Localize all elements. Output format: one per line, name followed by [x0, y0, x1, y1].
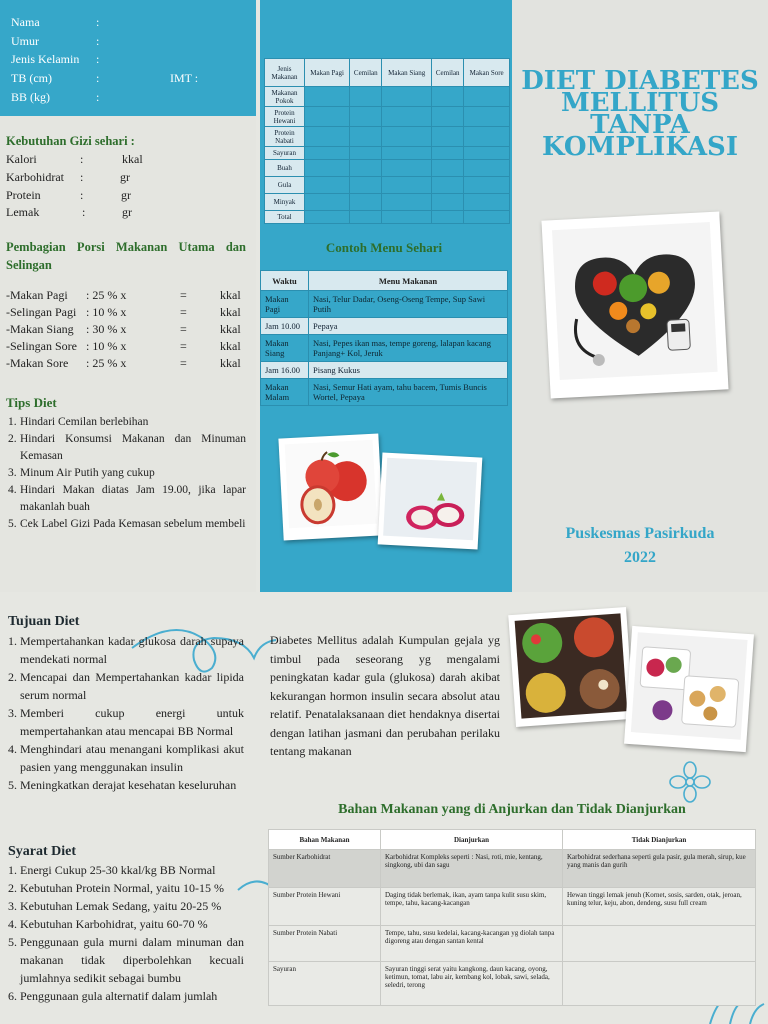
porsi-label: -Makan Sore	[6, 356, 69, 370]
syarat-item	[8, 897, 244, 915]
schedule-cell[interactable]	[382, 160, 432, 177]
menu-title: Contoh Menu Sehari	[325, 240, 443, 255]
schedule-cell[interactable]	[432, 87, 464, 107]
syarat-title: Syarat Diet	[8, 844, 77, 859]
menu-waktu: Jam 16.00	[261, 362, 309, 379]
bahan-table	[268, 829, 756, 1006]
schedule-cell[interactable]	[382, 147, 432, 160]
porsi-eq: =	[180, 305, 187, 319]
bahan-row	[269, 962, 756, 1006]
bahan-header: Tidak Dianjurkan	[563, 830, 756, 850]
schedule-row	[265, 127, 510, 147]
syarat-num: 3.	[8, 899, 17, 913]
porsi-unit: kkal	[220, 339, 241, 353]
syarat-num: 2.	[8, 881, 17, 895]
tips-item	[8, 431, 246, 465]
schedule-cell[interactable]	[305, 147, 350, 160]
kebutuhan-label: Karbohidrat	[6, 170, 64, 184]
healthy-food-icon	[552, 222, 718, 380]
schedule-cell[interactable]	[464, 107, 510, 127]
bahan-row	[269, 850, 756, 888]
schedule-cell[interactable]	[350, 87, 382, 107]
tujuan-num: 1.	[8, 634, 17, 648]
porsi-unit: kkal	[220, 305, 241, 319]
tujuan-list	[8, 632, 244, 794]
porsi-unit: kkal	[220, 288, 241, 302]
schedule-cell[interactable]	[464, 127, 510, 147]
bahan-label: Sumber Karbohidrat	[269, 850, 381, 888]
tujuan-text: Menghindari atau menangani komplikasi akut pasien yang menggunakan insulin	[20, 742, 244, 774]
schedule-row	[265, 107, 510, 127]
tujuan-text: Mencapai dan Mempertahankan kadar lipida serum normal	[20, 670, 244, 702]
schedule-row	[265, 147, 510, 160]
schedule-cell[interactable]	[382, 127, 432, 147]
schedule-header-row	[265, 59, 510, 87]
schedule-row-label: Total	[265, 211, 305, 224]
tips-item	[8, 516, 246, 533]
menu-header: Waktu	[261, 271, 309, 291]
tips-num: 2.	[8, 433, 17, 445]
syarat-item	[8, 879, 244, 897]
bahan-label: Sumber Protein Nabati	[269, 926, 381, 962]
salad-icon	[515, 613, 628, 718]
menu-text: Nasi, Pepes ikan mas, tempe goreng, lalapan kacang Panjang+ Kol, Jeruk	[309, 335, 508, 362]
porsi-unit: kkal	[220, 322, 241, 336]
schedule-header: Makan Siang	[382, 59, 432, 87]
salad-image	[515, 613, 628, 718]
bahan-label: Sumber Protein Hewani	[269, 888, 381, 926]
dragonfruit-icon	[383, 458, 477, 541]
schedule-row-label: Protein Hewani	[265, 107, 305, 127]
schedule-cell[interactable]	[305, 127, 350, 147]
pembagian-title	[6, 238, 246, 274]
kebutuhan-colon: :	[82, 205, 86, 219]
menu-row	[261, 291, 508, 318]
jenis-kelamin-colon: :	[96, 52, 100, 66]
menu-text: Nasi, Telur Dadar, Oseng-Oseng Tempe, Sup Sawi Putih	[309, 291, 508, 318]
menu-waktu: Makan Pagi	[261, 291, 309, 318]
menu-header-row	[261, 271, 508, 291]
umur-label: Umur	[11, 34, 39, 48]
tujuan-num: 3.	[8, 706, 17, 720]
tb-label: TB (cm)	[11, 71, 52, 85]
porsi-unit: kkal	[220, 356, 241, 370]
bahan-dianjurkan: Karbohidrat Kompleks seperti : Nasi, roti, mie, kentang, singkong, ubi dan sagu	[381, 850, 563, 888]
menu-table	[260, 270, 508, 406]
schedule-header: Cemilan	[432, 59, 464, 87]
cover-title-line: MELLITUS	[560, 88, 720, 118]
schedule-row	[265, 177, 510, 194]
cover-title-line: TANPA	[590, 110, 690, 140]
schedule-cell[interactable]	[432, 194, 464, 211]
bahan-row	[269, 888, 756, 926]
apple-image	[285, 440, 377, 528]
menu-waktu: Makan Siang	[261, 335, 309, 362]
kebutuhan-unit: gr	[120, 170, 130, 184]
porsi-eq: =	[180, 339, 187, 353]
tujuan-num: 5.	[8, 778, 17, 792]
porsi-label: -Selingan Pagi	[6, 305, 77, 319]
schedule-cell[interactable]	[432, 160, 464, 177]
schedule-cell[interactable]	[432, 107, 464, 127]
bahan-dianjurkan: Daging tidak berlemak, ikan, ayam tanpa kulit susu skim, tempe, tahu, kacang-kacangan	[381, 888, 563, 926]
tips-item	[8, 482, 246, 516]
schedule-header: Jenis Makanan	[265, 59, 305, 87]
tips-text: Hindari Konsumsi Makanan dan Minuman Kemasan	[20, 433, 246, 462]
dragonfruit-photo	[378, 452, 483, 549]
tujuan-item	[8, 668, 244, 704]
tb-colon: :	[96, 71, 100, 85]
schedule-cell[interactable]	[350, 160, 382, 177]
porsi-eq: =	[180, 322, 187, 336]
schedule-row-label: Minyak	[265, 194, 305, 211]
syarat-list	[8, 861, 244, 1005]
bahan-tidak-dianjurkan	[563, 962, 756, 1006]
porsi-eq: =	[180, 288, 187, 302]
porsi-pct: : 30 % x	[86, 322, 127, 336]
schedule-row-label: Makanan Pokok	[265, 87, 305, 107]
schedule-cell[interactable]	[382, 107, 432, 127]
schedule-cell[interactable]	[350, 107, 382, 127]
schedule-row-label: Buah	[265, 160, 305, 177]
syarat-text: Energi Cukup 25-30 kkal/kg BB Normal	[20, 863, 216, 877]
schedule-cell[interactable]	[305, 194, 350, 211]
schedule-cell[interactable]	[432, 211, 464, 224]
schedule-cell[interactable]	[350, 194, 382, 211]
tujuan-item	[8, 704, 244, 740]
schedule-cell[interactable]	[305, 107, 350, 127]
schedule-cell[interactable]	[305, 160, 350, 177]
nama-label: Nama	[11, 15, 40, 29]
cover-title	[512, 66, 768, 162]
tujuan-item	[8, 776, 244, 794]
tips-num: 1.	[8, 416, 17, 428]
syarat-item	[8, 933, 244, 987]
kebutuhan-unit: kkal	[122, 152, 143, 166]
schedule-cell[interactable]	[350, 211, 382, 224]
menu-row	[261, 379, 508, 406]
umur-colon: :	[96, 34, 100, 48]
dragonfruit-image	[383, 458, 477, 541]
schedule-cell[interactable]	[464, 87, 510, 107]
cover-image	[552, 222, 718, 380]
bb-label: BB (kg)	[11, 90, 50, 104]
lunchbox-photo	[624, 626, 754, 752]
bahan-tidak-dianjurkan	[563, 926, 756, 962]
bahan-dianjurkan: Sayuran tinggi serat yaitu kangkong, daun kacang, oyong, ketimun, tomat, labu air, kembang kol, lobak, sawi, selada, seledri, terong	[381, 962, 563, 1006]
schedule-row	[265, 211, 510, 224]
bahan-header: Bahan Makanan	[269, 830, 381, 850]
bahan-row	[269, 926, 756, 962]
kebutuhan-colon: :	[80, 188, 84, 202]
schedule-row	[265, 194, 510, 211]
porsi-eq: =	[180, 356, 187, 370]
porsi-label: -Makan Siang	[6, 322, 74, 336]
tips-list	[8, 414, 246, 533]
tujuan-text: Memberi cukup energi untuk mempertahankan atau mencapai BB Normal	[20, 706, 244, 738]
cover-title-line: KOMPLIKASI	[542, 132, 738, 162]
tujuan-item	[8, 740, 244, 776]
schedule-cell[interactable]	[464, 177, 510, 194]
tips-title: Tips Diet	[6, 395, 57, 410]
schedule-row-label: Protein Nabati	[265, 127, 305, 147]
syarat-num: 5.	[8, 935, 17, 949]
cover-title-line: DIET DIABETES	[521, 66, 759, 96]
menu-text: Nasi, Semur Hati ayam, tahu bacem, Tumis Buncis Wortel, Pepaya	[309, 379, 508, 406]
schedule-row-label: Sayuran	[265, 147, 305, 160]
schedule-row-label: Gula	[265, 177, 305, 194]
menu-text: Pepaya	[309, 318, 508, 335]
bahan-tidak-dianjurkan: Hewan tinggi lemak jenuh (Kornet, sosis, sarden, otak, jeroan, kuning telur, keju, abon, dendeng, susu full cream	[563, 888, 756, 926]
schedule-cell[interactable]	[464, 211, 510, 224]
schedule-cell[interactable]	[382, 87, 432, 107]
schedule-cell[interactable]	[432, 147, 464, 160]
syarat-num: 4.	[8, 917, 17, 931]
bahan-header: Dianjurkan	[381, 830, 563, 850]
tujuan-text: Meningkatkan derajat kesehatan keseluruhan	[20, 778, 237, 792]
schedule-cell[interactable]	[350, 147, 382, 160]
kebutuhan-colon: :	[80, 152, 84, 166]
nama-colon: :	[96, 15, 100, 29]
syarat-item	[8, 987, 244, 1005]
tujuan-text: Mempertahankan kadar glukosa darah supaya mendekati normal	[20, 634, 244, 666]
schedule-header: Cemilan	[350, 59, 382, 87]
syarat-item	[8, 915, 244, 933]
syarat-num: 1.	[8, 863, 17, 877]
bb-colon: :	[96, 90, 100, 104]
pembagian-title-text: Pembagian Porsi Makanan Utama dan Selingan	[6, 240, 246, 272]
intro-paragraph: Diabetes Mellitus adalah Kumpulan gejala yg timbul pada seseorang yg mengalami peningkatan kadar gula (glukosa) darah akibat kekurangan hormon insulin secara absolut atau relatif. Penatalaksanaan diet hendaknya disertai dengan latihan jasmani dan perubahan perilaku tentang makanan	[270, 633, 500, 758]
schedule-cell[interactable]	[432, 127, 464, 147]
tujuan-title: Tujuan Diet	[8, 614, 80, 629]
schedule-cell[interactable]	[382, 194, 432, 211]
syarat-item	[8, 861, 244, 879]
lunchbox-icon	[631, 632, 748, 739]
salad-photo	[508, 607, 634, 727]
syarat-text: Kebutuhan Lemak Sedang, yaitu 20-25 %	[20, 899, 222, 913]
menu-waktu: Jam 10.00	[261, 318, 309, 335]
tips-text: Hindari Cemilan berlebihan	[20, 416, 149, 428]
schedule-cell[interactable]	[305, 211, 350, 224]
imt-label: IMT :	[170, 71, 199, 85]
tips-num: 3.	[8, 467, 17, 479]
kebutuhan-title: Kebutuhan Gizi sehari :	[6, 134, 135, 148]
schedule-header: Makan Pagi	[305, 59, 350, 87]
kebutuhan-unit: gr	[121, 188, 131, 202]
apple-photo	[278, 433, 383, 540]
schedule-cell[interactable]	[464, 147, 510, 160]
kebutuhan-colon: :	[80, 170, 84, 184]
schedule-row	[265, 87, 510, 107]
tujuan-num: 2.	[8, 670, 17, 684]
year-label: 2022	[624, 549, 656, 566]
bahan-label: Sayuran	[269, 962, 381, 1006]
syarat-text: Penggunaan gula alternatif dalam jumlah	[20, 989, 218, 1003]
tips-item	[8, 465, 246, 482]
syarat-text: Kebutuhan Protein Normal, yaitu 10-15 %	[20, 881, 224, 895]
schedule-header: Makan Sore	[464, 59, 510, 87]
jenis-kelamin-label: Jenis Kelamin	[11, 52, 80, 66]
apple-icon	[285, 440, 377, 528]
menu-row	[261, 318, 508, 335]
schedule-cell[interactable]	[382, 177, 432, 194]
bahan-dianjurkan: Tempe, tahu, susu kedelai, kacang-kacangan yg diolah tanpa digoreng atau dengan santan kental	[381, 926, 563, 962]
schedule-cell[interactable]	[305, 87, 350, 107]
tips-num: 5.	[8, 518, 17, 530]
syarat-text: Kebutuhan Karbohidrat, yaitu 60-70 %	[20, 917, 208, 931]
lunchbox-image	[631, 632, 748, 739]
kebutuhan-label: Kalori	[6, 152, 37, 166]
patient-info-header	[0, 0, 256, 116]
bahan-header-row	[269, 830, 756, 850]
schedule-cell[interactable]	[464, 194, 510, 211]
schedule-cell[interactable]	[432, 177, 464, 194]
schedule-cell[interactable]	[464, 160, 510, 177]
syarat-num: 6.	[8, 989, 17, 1003]
menu-waktu: Makan Malam	[261, 379, 309, 406]
porsi-pct: : 10 % x	[86, 339, 127, 353]
syarat-text: Penggunaan gula murni dalam minuman dan makanan tidak diperbolehkan kecuali jumlahnya sedikit sebagai bumbu	[20, 935, 244, 985]
schedule-cell[interactable]	[350, 177, 382, 194]
menu-header: Menu Makanan	[309, 271, 508, 291]
menu-text: Pisang Kukus	[309, 362, 508, 379]
kebutuhan-label: Lemak	[6, 205, 40, 219]
cover-photo	[541, 211, 728, 398]
menu-row	[261, 335, 508, 362]
schedule-cell[interactable]	[305, 177, 350, 194]
bahan-title: Bahan Makanan yang di Anjurkan dan Tidak Dianjurkan	[338, 802, 686, 817]
tips-text: Hindari Makan diatas Jam 19.00, jika lapar makanlah buah	[20, 484, 246, 513]
schedule-cell[interactable]	[382, 211, 432, 224]
kebutuhan-unit: gr	[122, 205, 132, 219]
porsi-pct: : 25 % x	[86, 356, 127, 370]
porsi-label: -Makan Pagi	[6, 288, 68, 302]
schedule-cell[interactable]	[350, 127, 382, 147]
tips-item	[8, 414, 246, 431]
porsi-pct: : 10 % x	[86, 305, 127, 319]
tujuan-item	[8, 632, 244, 668]
schedule-table	[264, 58, 510, 224]
organization-info	[512, 522, 768, 570]
schedule-row	[265, 160, 510, 177]
menu-row	[261, 362, 508, 379]
porsi-pct: : 25 % x	[86, 288, 127, 302]
kebutuhan-label: Protein	[6, 188, 41, 202]
organization-name: Puskesmas Pasirkuda	[565, 525, 715, 542]
tips-num: 4.	[8, 484, 17, 496]
porsi-label: -Selingan Sore	[6, 339, 77, 353]
tujuan-num: 4.	[8, 742, 17, 756]
tips-text: Minum Air Putih yang cukup	[20, 467, 155, 479]
bahan-tidak-dianjurkan: Karbohidrat sederhana seperti gula pasir, gula merah, sirup, kue yang manis dan gurih	[563, 850, 756, 888]
tips-text: Cek Label Gizi Pada Kemasan sebelum membeli	[20, 518, 246, 530]
